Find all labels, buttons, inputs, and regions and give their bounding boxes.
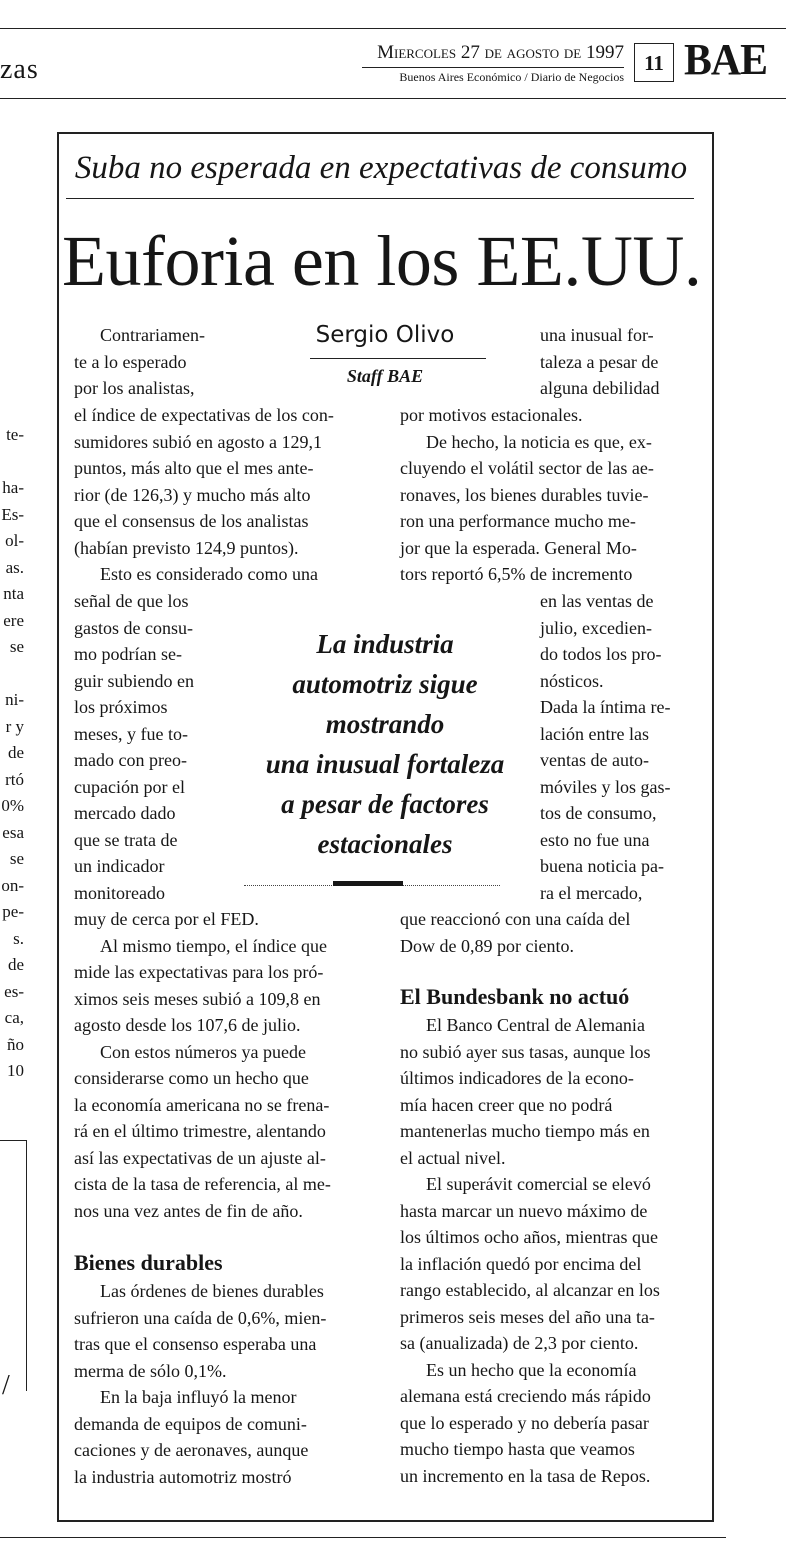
- text-line: rango establecido, al alcanzar en los: [400, 1280, 660, 1300]
- text-line: ra el mercado,: [540, 882, 643, 903]
- text-line: ventas de auto-: [540, 750, 649, 770]
- text-line: merma de sólo 0,1%.: [74, 1360, 227, 1381]
- text-line: rior (de 126,3) y mucho más alto: [74, 484, 311, 505]
- text-line: Las órdenes de bienes durables: [100, 1281, 324, 1301]
- side-fragment: s.: [13, 928, 24, 948]
- text-line: El Banco Central de Alemania: [426, 1015, 645, 1035]
- text-line: últimos indicadores de la econo-: [400, 1068, 634, 1088]
- side-fragment: de: [7, 955, 24, 974]
- text-line: agosto desde los 107,6 de julio.: [74, 1015, 301, 1035]
- text-line: así las expectativas de un ajuste al-: [74, 1147, 326, 1168]
- kicker-rule: [66, 198, 694, 199]
- col1-top-wide: [74, 402, 366, 588]
- newspaper-subtitle: Buenos Aires Económico / Diario de Negocios: [399, 70, 624, 84]
- side-fragment: Es-: [1, 504, 24, 524]
- issue-date: Miercoles 27 de agosto de 1997: [377, 42, 624, 63]
- bienes-durables-text: [74, 1278, 366, 1490]
- side-fragment: [0, 661, 24, 688]
- text-line: nos una vez antes de fin de año.: [74, 1200, 303, 1221]
- pullquote: [240, 624, 530, 864]
- text-line: que el consensus de los analistas: [74, 511, 309, 531]
- pullquote-line: automotriz sigue: [292, 669, 478, 699]
- pullquote-line: estacionales: [317, 829, 453, 859]
- text-line: do todos los pro-: [540, 644, 662, 664]
- text-line: primeros seis meses del año una ta-: [400, 1306, 655, 1327]
- side-fragment: ni-: [5, 690, 24, 709]
- author-affiliation: Staff BAE: [346, 366, 424, 386]
- pullquote-bar: [333, 881, 403, 886]
- col2-top-wide: [400, 402, 690, 588]
- subhead-bundesbank: El Bundesbank no actuó: [400, 984, 630, 1009]
- side-fragment: esa: [2, 822, 24, 842]
- text-line: Dada la íntima re-: [540, 697, 671, 717]
- text-line: taleza a pesar de: [540, 351, 659, 372]
- side-fragment: es-: [4, 981, 24, 1001]
- col2-middle-narrow: [540, 588, 690, 906]
- text-line: mado con preo-: [74, 750, 187, 770]
- text-line: el índice de expectativas de los con-: [74, 405, 334, 425]
- text-line: en las ventas de: [540, 591, 654, 611]
- text-line: El superávit comercial se elevó: [426, 1174, 651, 1194]
- text-line: esto no fue una: [540, 829, 650, 850]
- adjacent-box-fragment: [0, 1140, 27, 1391]
- text-line: gastos de consu-: [74, 617, 193, 638]
- header-top-rule: [0, 28, 786, 29]
- text-line: ximos seis meses subió a 109,8 en: [74, 988, 321, 1009]
- header-bottom-rule: [0, 98, 786, 99]
- text-line: mía hacen creer que no podrá: [400, 1094, 613, 1115]
- text-line: la inflación quedó por encima del: [400, 1253, 642, 1274]
- side-fragment: 0%: [1, 796, 24, 815]
- text-line: que reaccionó con una caída del: [400, 909, 631, 929]
- text-line: Dow de 0,89 por ciento.: [400, 935, 574, 956]
- text-line: ronaves, los bienes durables tuvie-: [400, 484, 649, 505]
- bae-logo: BAE: [684, 35, 768, 84]
- side-fragment: ere: [3, 610, 24, 630]
- text-line: mo podrían se-: [74, 644, 182, 664]
- text-line: Con estos números ya puede: [100, 1041, 306, 1062]
- text-line: tras que el consenso esperaba una: [74, 1334, 317, 1354]
- text-line: lación entre las: [540, 723, 649, 744]
- text-line: demanda de equipos de comuni-: [74, 1413, 307, 1434]
- page-number-box: 11: [634, 43, 674, 82]
- pullquote-line: mostrando: [325, 709, 445, 739]
- text-line: cista de la tasa de referencia, al me-: [74, 1174, 331, 1194]
- page-bottom-rule: [0, 1537, 726, 1538]
- text-line: no subió ayer sus tasas, aunque los: [400, 1041, 651, 1062]
- adjacent-mark: /: [2, 1370, 10, 1401]
- text-line: te a lo esperado: [74, 351, 187, 372]
- pullquote-line: a pesar de factores: [281, 789, 489, 819]
- text-line: meses, y fue to-: [74, 723, 188, 744]
- side-fragment: te-: [6, 425, 24, 444]
- side-fragment: de: [7, 743, 24, 762]
- side-fragment: nta: [3, 584, 24, 603]
- adjacent-column-fragment: [0, 422, 24, 1085]
- text-line: mantenerlas mucho tiempo más en: [400, 1121, 650, 1141]
- text-line: mucho tiempo hasta que veamos: [400, 1439, 635, 1459]
- side-fragment: ca,: [4, 1008, 24, 1027]
- side-fragment: se: [9, 637, 24, 656]
- text-line: Es un hecho que la economía: [426, 1359, 637, 1380]
- text-line: una inusual for-: [540, 325, 654, 345]
- date-underline: [362, 67, 624, 68]
- text-line: caciones y de aeronaves, aunque: [74, 1440, 309, 1460]
- side-fragment: ño: [7, 1034, 24, 1054]
- text-line: mide las expectativas para los pró-: [74, 962, 324, 982]
- text-line: Contrariamen-: [100, 325, 205, 345]
- col2-top-narrow: [540, 322, 690, 402]
- side-fragment: on-: [1, 875, 24, 895]
- text-line: muy de cerca por el FED.: [74, 909, 259, 929]
- text-line: De hecho, la noticia es que, ex-: [426, 431, 652, 452]
- side-fragment: ol-: [5, 531, 24, 550]
- side-fragment: 10: [7, 1061, 24, 1080]
- text-line: considerarse como un hecho que: [74, 1068, 309, 1088]
- col1-middle-narrow: [74, 588, 224, 906]
- text-line: jor que la esperada. General Mo-: [400, 537, 637, 558]
- text-line: sufrieron una caída de 0,6%, mien-: [74, 1307, 327, 1328]
- text-line: cluyendo el volátil sector de las ae-: [400, 458, 654, 478]
- text-line: buena noticia pa-: [540, 856, 664, 876]
- text-line: tos de consumo,: [540, 803, 657, 823]
- text-line: tors reportó 6,5% de incremento: [400, 564, 633, 584]
- side-fragment: ha-: [2, 478, 24, 497]
- text-line: guir subiendo en: [74, 670, 194, 691]
- pullquote-line: una inusual fortaleza: [265, 749, 505, 779]
- text-line: la industria automotriz mostró: [74, 1466, 292, 1487]
- text-line: sumidores subió en agosto a 129,1: [74, 431, 322, 452]
- text-line: Al mismo tiempo, el índice que: [100, 935, 327, 956]
- previous-page-fragment: zas: [0, 54, 39, 85]
- side-fragment: r y: [5, 716, 24, 736]
- text-line: un incremento en la tasa de Repos.: [400, 1465, 651, 1486]
- text-line: puntos, más alto que el mes ante-: [74, 458, 314, 478]
- subhead-bienes-durables: Bienes durables: [74, 1250, 223, 1275]
- text-line: sa (anualizada) de 2,3 por ciento.: [400, 1333, 639, 1353]
- text-line: la economía americana no se frena-: [74, 1094, 330, 1115]
- side-fragment: pe-: [2, 902, 24, 921]
- text-line: mercado dado: [74, 803, 176, 823]
- text-line: alguna debilidad: [540, 378, 660, 398]
- article-headline: Euforia en los EE.UU.: [62, 221, 702, 301]
- author-rule: [310, 358, 486, 359]
- text-line: el actual nivel.: [400, 1147, 506, 1168]
- text-line: ron una performance mucho me-: [400, 511, 636, 531]
- text-line: julio, excedien-: [540, 617, 652, 638]
- text-line: los próximos: [74, 697, 168, 717]
- side-fragment: [0, 449, 24, 476]
- pullquote-line: La industria: [316, 629, 454, 659]
- text-line: hasta marcar un nuevo máximo de: [400, 1200, 648, 1221]
- text-line: por motivos estacionales.: [400, 405, 583, 425]
- side-fragment: as.: [5, 557, 24, 577]
- text-line: un indicador: [74, 856, 165, 876]
- side-fragment: se: [9, 849, 24, 868]
- text-line: que se trata de: [74, 829, 178, 850]
- text-line: monitoreado: [74, 882, 165, 903]
- text-line: los últimos ocho años, mientras que: [400, 1227, 658, 1247]
- text-line: Esto es considerado como una: [100, 564, 318, 584]
- text-line: En la baja influyó la menor: [100, 1387, 297, 1407]
- text-line: (habían previsto 124,9 puntos).: [74, 537, 299, 558]
- col2-after-pullquote: [400, 906, 690, 959]
- text-line: alemana está creciendo más rápido: [400, 1386, 651, 1406]
- side-fragment: rtó: [5, 769, 24, 789]
- text-line: cupación por el: [74, 776, 185, 797]
- article-kicker: Suba no esperada en expectativas de consumo: [74, 150, 688, 186]
- text-line: que lo esperado y no debería pasar: [400, 1412, 649, 1433]
- author-name: Sergio Olivo: [315, 322, 455, 348]
- text-line: por los analistas,: [74, 378, 195, 398]
- text-line: rá en el último trimestre, alentando: [74, 1121, 326, 1141]
- text-line: móviles y los gas-: [540, 776, 671, 797]
- col1-top-narrow: [74, 322, 224, 402]
- bundesbank-text: [400, 1012, 690, 1489]
- text-line: señal de que los: [74, 591, 189, 611]
- text-line: nósticos.: [540, 670, 604, 691]
- col1-bottom: [74, 906, 366, 1224]
